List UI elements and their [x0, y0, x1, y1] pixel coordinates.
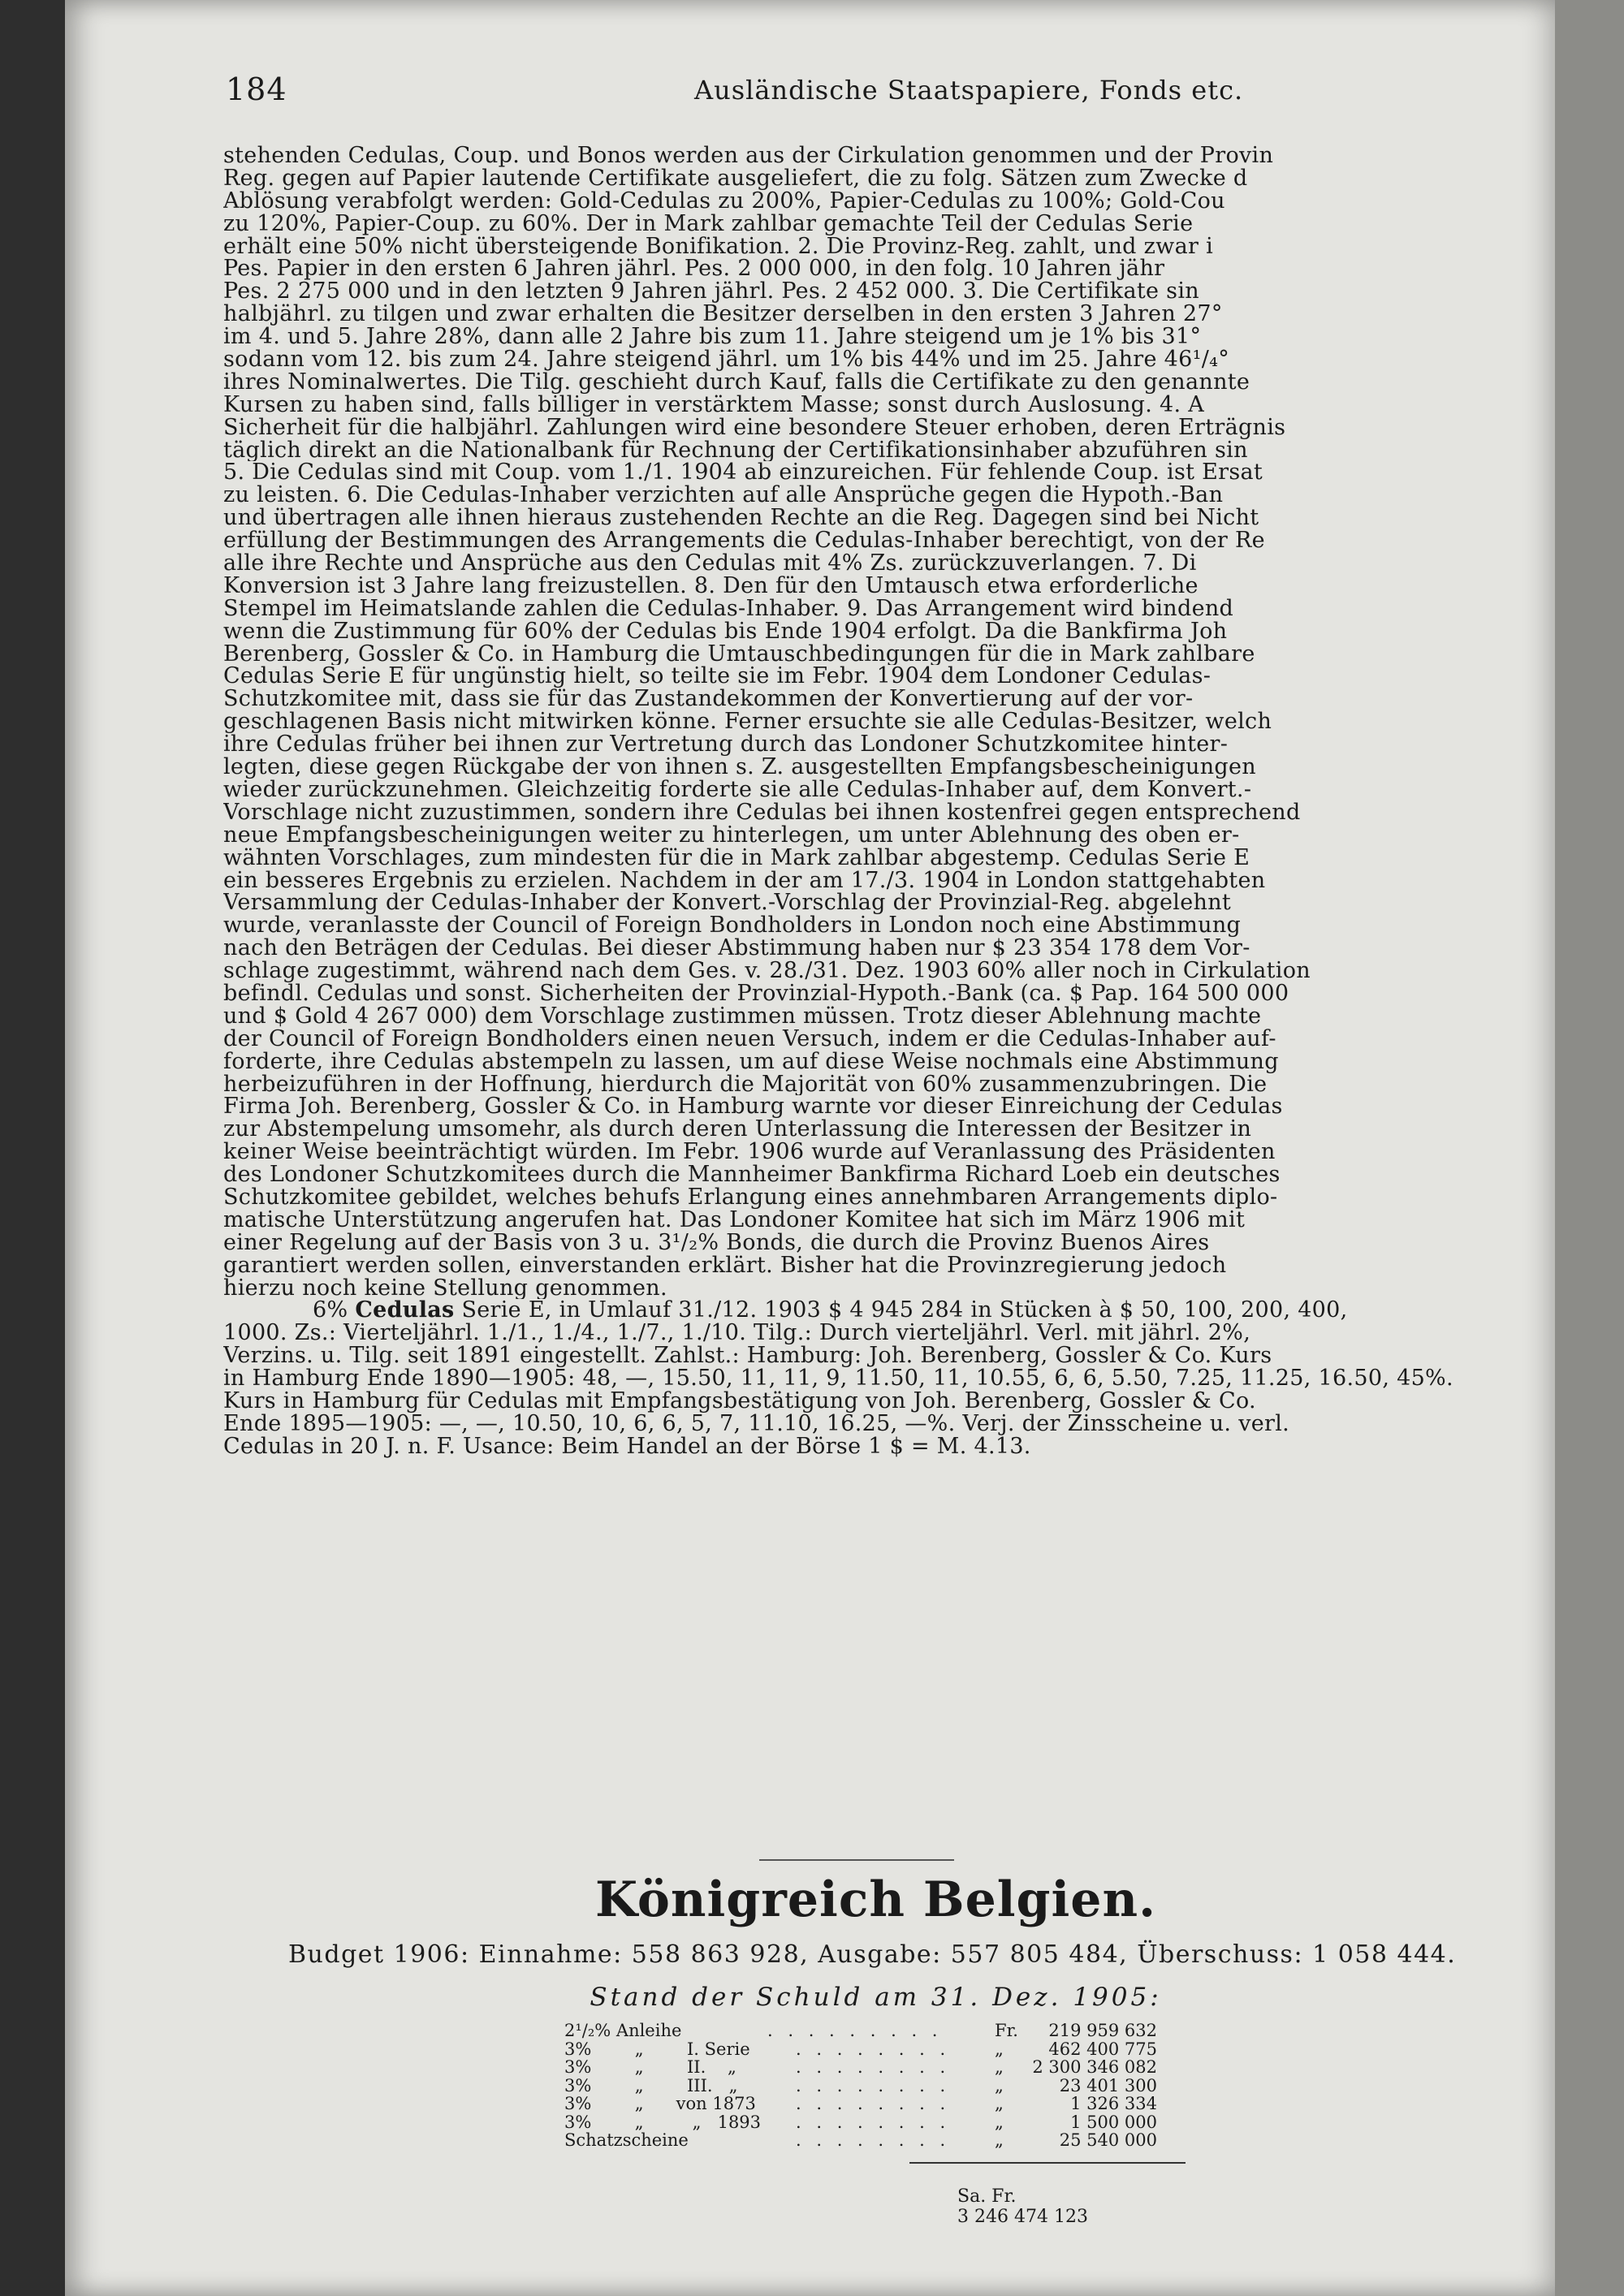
text-line: Vorschlage nicht zuzustimmen, sondern ihre Cedulas bei ihnen kostenfrei gegen entsprechend: [223, 801, 1301, 824]
cedulas-first-line-text: Serie E, in Umlauf 31./12. 1903 $ 4 945 284 in Stücken à $ 50, 100, 200, 400,: [454, 1299, 1348, 1323]
text-line: Berenberg, Gossler & Co. in Hamburg die Umtauschbedingungen für die in Mark zahlbare: [223, 642, 1255, 666]
text-line: zur Abstempelung umsomehr, als durch deren Unterlassung die Interessen der Besitzer in: [223, 1118, 1252, 1142]
body-text: [223, 145, 1547, 1458]
debt-currency: „: [995, 2039, 1004, 2059]
debt-amount: 1 326 334: [1070, 2094, 1157, 2113]
debt-currency: „: [995, 2057, 1004, 2077]
text-line: garantiert werden sollen, einverstanden erklärt. Bisher hat die Provinzregierung jedoch: [223, 1254, 1227, 1277]
text-line: Kursen zu haben sind, falls billiger in verstärktem Masse; sonst durch Auslosung. 4. A: [223, 393, 1205, 416]
debt-amount: 1 500 000: [1070, 2112, 1157, 2132]
text-line: 5. Die Cedulas sind mit Coup. vom 1./1. 1904 ab einzureichen. Für fehlende Coup. ist Ersat: [223, 461, 1263, 485]
debt-amount: 23 401 300: [1059, 2075, 1157, 2095]
total-rule: [909, 2162, 1186, 2164]
text-line: ihres Nominalwertes. Die Tilg. geschieht durch Kauf, falls die Certifikate zu den genannte: [223, 370, 1250, 394]
text-line: zu leisten. 6. Die Cedulas-Inhaber verzichten auf alle Ansprüche gegen die Hypoth.-Ban: [223, 484, 1224, 507]
text-line: wieder zurückzunehmen. Gleichzeitig forderte sie alle Cedulas-Inhaber auf, dem Konvert.-: [223, 778, 1252, 801]
text-line: im 4. und 5. Jahre 28%, dann alle 2 Jahre bis zum 11. Jahre steigend um je 1% bis 31°: [223, 326, 1202, 349]
text-line: Stempel im Heimatslande zahlen die Cedulas-Inhaber. 9. Das Arrangement wird bindend: [223, 597, 1234, 620]
debt-amount: 2 300 346 082: [1032, 2057, 1157, 2077]
text-line: forderte, ihre Cedulas abstempeln zu lassen, um auf diese Weise nochmals eine Abstimmung: [223, 1050, 1279, 1073]
text-line: herbeizuführen in der Hoffnung, hierdurch die Majorität von 60% zusammenzubringen. Die: [223, 1072, 1268, 1096]
text-line: sodann vom 12. bis zum 24. Jahre steigend jährl. um 1% bis 44% und im 25. Jahre 46¹/₄°: [223, 348, 1230, 371]
dot-leader: . . . . . . . .: [796, 2039, 951, 2059]
text-line: Ende 1895—1905: —, —, 10.50, 10, 6, 6, 5, 7, 11.10, 16.25, —%. Verj. der Zinsscheine u. verl.: [223, 1412, 1290, 1435]
debt-description: 3% „ „ 1893: [564, 2112, 762, 2132]
text-line: Firma Joh. Berenberg, Gossler & Co. in Hamburg warnte vor dieser Einreichung der Cedulas: [223, 1095, 1283, 1119]
text-line: wähnten Vorschlages, zum mindesten für die in Mark zahlbar abgestemp. Cedulas Serie E: [223, 846, 1250, 870]
debt-row: [564, 2040, 1181, 2059]
section-title: Königreich Belgien.: [595, 1871, 1156, 1928]
page-edge: [1555, 0, 1624, 2296]
text-line: schlage zugestimmt, während nach dem Ges. v. 28./31. Dez. 1903 60% aller noch in Cirkulation: [223, 960, 1311, 982]
section-divider: [759, 1859, 954, 1861]
text-line: befindl. Cedulas und sonst. Sicherheiten der Provinzial-Hypoth.-Bank (ca. $ Pap. 164 500 000: [223, 982, 1289, 1005]
text-line: in Hamburg Ende 1890—1905: 48, —, 15.50, 11, 11, 9, 11.50, 11, 10.55, 6, 6, 5.50, 7.25, 11.25, 16.50, 45%.: [223, 1367, 1453, 1390]
text-line: halbjährl. zu tilgen und zwar erhalten die Besitzer derselben in den ersten 3 Jahren 27°: [223, 303, 1223, 326]
debt-description: 3% „ III. „: [564, 2075, 738, 2095]
debt-currency: „: [995, 2075, 1004, 2095]
dot-leader: . . . . . . . .: [796, 2057, 951, 2077]
text-line: und übertragen alle ihnen hieraus zustehenden Rechte an die Reg. Dagegen sind bei Nicht: [223, 507, 1259, 530]
debt-row: [564, 2095, 1181, 2113]
dot-leader: . . . . . . . .: [796, 2130, 951, 2150]
cedulas-rate: 6%: [313, 1299, 348, 1323]
text-line: der Council of Foreign Bondholders einen neuen Versuch, indem er die Cedulas-Inhaber auf-: [223, 1027, 1276, 1051]
text-line: zu 120%, Papier-Coup. zu 60%. Der in Mark zahlbar gemachte Teil der Cedulas Serie: [223, 212, 1194, 235]
text-line: Reg. gegen auf Papier lautende Certifikate ausgeliefert, die zu folg. Sätzen zum Zwecke d: [223, 166, 1248, 190]
debt-currency: „: [995, 2112, 1004, 2132]
debt-currency: „: [995, 2094, 1004, 2113]
debt-description: 3% „ I. Serie: [564, 2039, 750, 2059]
text-line: und $ Gold 4 267 000) dem Vorschlage zustimmen müssen. Trotz dieser Ablehnung machte: [223, 1004, 1262, 1028]
debt-row: [564, 2077, 1181, 2095]
text-line: matische Unterstützung angerufen hat. Das Londoner Komitee hat sich im März 1906 mit: [223, 1208, 1246, 1232]
text-line: Versammlung der Cedulas-Inhaber der Konvert.-Vorschlag der Provinzial-Reg. abgelehnt: [223, 891, 1232, 915]
debt-amount: 25 540 000: [1059, 2130, 1157, 2150]
text-line: Ablösung verabfolgt werden: Gold-Cedulas zu 200%, Papier-Cedulas zu 100%; Gold-Cou: [223, 189, 1225, 213]
debt-row: [564, 2022, 1181, 2040]
debt-table: [564, 2022, 1181, 2150]
text-line: wurde, veranlasste der Council of Foreign Bondholders in London noch eine Abstimmung: [223, 914, 1242, 938]
text-line: einer Regelung auf der Basis von 3 u. 3¹/₂% Bonds, die durch die Provinz Buenos Aires: [223, 1231, 1210, 1254]
text-line: täglich direkt an die Nationalbank für Rechnung der Certifikationsinhaber abzuführen sin: [223, 438, 1248, 462]
text-line: ein besseres Ergebnis zu erzielen. Nachdem in der am 17./3. 1904 in London stattgehabten: [223, 869, 1266, 892]
text-line: Pes. 2 275 000 und in den letzten 9 Jahren jährl. Pes. 2 452 000. 3. Die Certifikate sin: [223, 280, 1199, 304]
text-line: Schutzkomitee mit, dass sie für das Zustandekommen der Konvertierung auf der vor-: [223, 688, 1194, 711]
total-amount: 3 246 474 123: [957, 2207, 1088, 2227]
text-line: legten, diese gegen Rückgabe der von ihnen s. Z. ausgestellten Empfangsbescheinigungen: [223, 756, 1256, 779]
text-line: hierzu noch keine Stellung genommen.: [223, 1276, 667, 1300]
text-line: Schutzkomitee gebildet, welches behufs Erlangung eines annehmbaren Arrangements diplo-: [223, 1185, 1278, 1209]
debt-row: [564, 2131, 1181, 2150]
debt-row: [564, 2058, 1181, 2077]
text-line: ihre Cedulas früher bei ihnen zur Vertretung durch das Londoner Schutzkomitee hinter-: [223, 733, 1229, 757]
debt-total-row: [946, 2166, 1088, 2227]
cedulas-heading: Cedulas: [355, 1299, 455, 1323]
running-title: Ausländische Staatspapiere, Fonds etc.: [694, 75, 1244, 106]
text-line: erfüllung der Bestimmungen des Arrangements die Cedulas-Inhaber berechtigt, von der Re: [223, 529, 1265, 553]
budget-line: Budget 1906: Einnahme: 558 863 928, Ausgabe: 557 805 484, Überschuss: 1 058 444.: [288, 1940, 1457, 1969]
total-label: Sa. Fr.: [957, 2186, 1017, 2207]
cedulas-first-line: [223, 1299, 1547, 1322]
text-line: stehenden Cedulas, Coup. und Bonos werden aus der Cirkulation genommen und der Provin: [223, 145, 1274, 167]
debt-description: 3% „ II. „: [564, 2057, 736, 2077]
text-line: neue Empfangsbescheinigungen weiter zu hinterlegen, um unter Ablehnung des oben er-: [223, 823, 1240, 847]
dot-leader: . . . . . . . .: [796, 2075, 951, 2095]
running-head: [158, 71, 1555, 112]
text-line: 1000. Zs.: Vierteljährl. 1./1., 1./4., 1./7., 1./10. Tilg.: Durch vierteljährl. Verl. mit jährl. 2%,: [223, 1322, 1251, 1345]
dot-leader: . . . . . . . .: [796, 2094, 951, 2113]
text-line: Cedulas in 20 J. n. F. Usance: Beim Handel an der Börse 1 $ = M. 4.13.: [223, 1435, 1031, 1458]
debt-amount: 219 959 632: [1048, 2021, 1157, 2040]
debt-heading: Stand der Schuld am 31. Dez. 1905:: [590, 1983, 1162, 2012]
text-line: Sicherheit für die halbjährl. Zahlungen wird eine besondere Steuer erhoben, deren Erträgnis: [223, 416, 1286, 439]
text-line: geschlagenen Basis nicht mitwirken könne. Ferner ersuchte sie alle Cedulas-Besitzer, welch: [223, 710, 1272, 734]
debt-currency: Fr.: [995, 2021, 1018, 2040]
debt-description: Schatzscheine: [564, 2130, 689, 2150]
dot-leader: . . . . . . . . .: [767, 2021, 943, 2040]
text-line: keiner Weise beeinträchtigt würden. Im Febr. 1906 wurde auf Veranlassung des Präsidenten: [223, 1141, 1276, 1164]
text-line: Kurs in Hamburg für Cedulas mit Empfangsbestätigung von Joh. Berenberg, Gossler & Co.: [223, 1389, 1256, 1413]
text-line: erhält eine 50% nicht übersteigende Bonifikation. 2. Die Provinz-Reg. zahlt, und zwar i: [223, 235, 1214, 258]
text-line: wenn die Zustimmung für 60% der Cedulas bis Ende 1904 erfolgt. Da die Bankfirma Joh: [223, 619, 1228, 643]
text-line: nach den Beträgen der Cedulas. Bei dieser Abstimmung haben nur $ 23 354 178 dem Vor-: [223, 937, 1250, 960]
text-line: Cedulas Serie E für ungünstig hielt, so teilte sie im Febr. 1904 dem Londoner Cedulas-: [223, 665, 1212, 688]
text-line: Pes. Papier in den ersten 6 Jahren jährl. Pes. 2 000 000, in den folg. 10 Jahren jähr: [223, 257, 1165, 281]
text-line: des Londoner Schutzkomitees durch die Mannheimer Bankfirma Richard Loeb ein deutsches: [223, 1163, 1281, 1186]
debt-description: 3% „ von 1873: [564, 2094, 756, 2113]
debt-currency: „: [995, 2130, 1004, 2150]
page-number: 184: [226, 71, 287, 107]
debt-description: 2¹/₂% Anleihe: [564, 2021, 682, 2040]
text-line: Konversion ist 3 Jahre lang freizustellen. 8. Den für den Umtausch etwa erforderliche: [223, 574, 1199, 598]
text-line: Verzins. u. Tilg. seit 1891 eingestellt. Zahlst.: Hamburg: Joh. Berenberg, Gossler & Co. Kurs: [223, 1344, 1272, 1368]
dot-leader: . . . . . . . .: [796, 2112, 951, 2132]
debt-row: [564, 2113, 1181, 2132]
text-line: alle ihre Rechte und Ansprüche aus den Cedulas mit 4% Zs. zurückzuverlangen. 7. Di: [223, 552, 1197, 575]
debt-amount: 462 400 775: [1048, 2039, 1157, 2059]
